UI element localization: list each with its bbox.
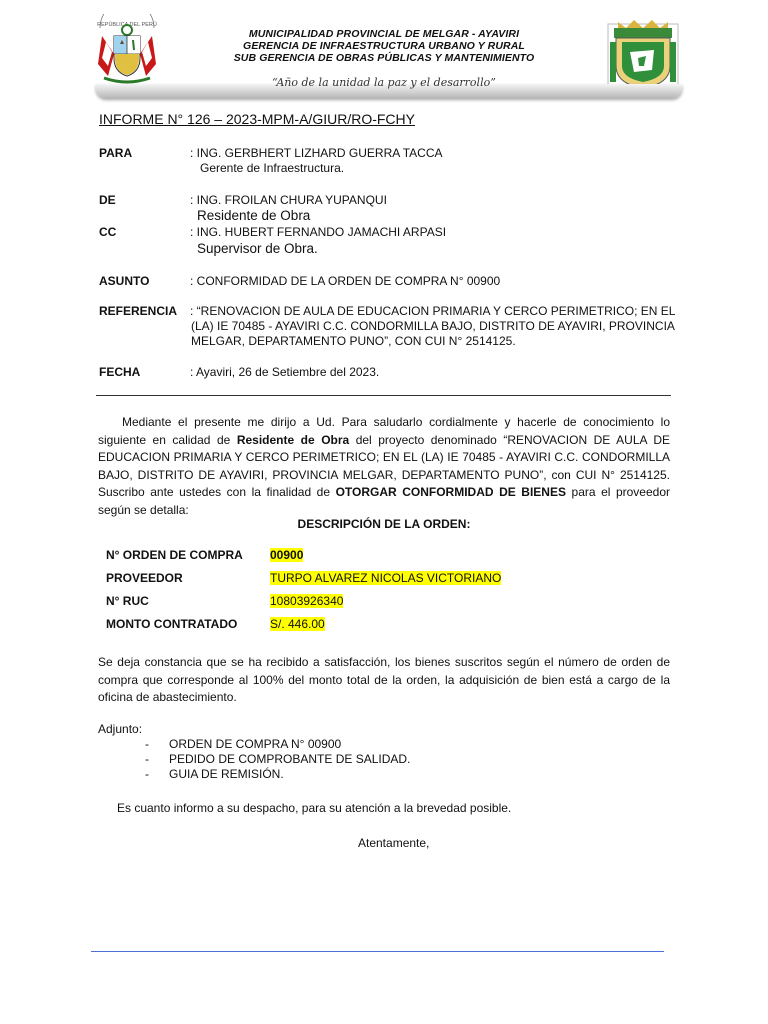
referencia-line-3: MELGAR, DEPARTAMENTO PUNO”, CON CUI N° 2514125. xyxy=(191,334,516,348)
intro-text-a: Mediante el presente me dirijo a Ud. Para saludarlo cordialmente y hacerle de conocimiento lo siguiente en calidad de xyxy=(98,415,670,447)
signoff-text: Atentamente, xyxy=(358,836,430,850)
intro-text-b: del proyecto denominado “RENOVACION DE AULA DE EDUCACION PRIMARIA Y CERCO PERIMETRICO; EN EL (LA) IE 70485 - AYAVIRI C.C. CONDORMILLA BAJO, DISTRITO DE AYAVIRI, PROVINCIA MELGAR, DEPARTAMENTO PUNO”, con CUI N° 2514125. Suscribo ante ustedes con la finalidad de xyxy=(98,432,671,499)
para-value: : ING. GERBHERT LIZHARD GUERRA TACCA xyxy=(190,146,443,160)
provider-value: TURPO ALVAREZ NICOLAS VICTORIANO xyxy=(270,571,502,585)
closing-text: Es cuanto informo a su despacho, para su atención a la brevedad posible. xyxy=(117,801,512,815)
intro-bold-role: Residente de Obra xyxy=(236,432,350,447)
order-number-label: N° ORDEN DE COMPRA xyxy=(106,548,243,562)
ruc-label: N° RUC xyxy=(106,594,149,608)
de-label: DE xyxy=(99,193,116,207)
para-label: PARA xyxy=(99,146,133,160)
asunto-label: ASUNTO xyxy=(99,274,150,288)
header-motto: “Año de la unidad la paz y el desarrollo” xyxy=(272,76,496,89)
intro-text-c: para el proveedor según se detalla: xyxy=(98,485,670,517)
referencia-label: REFERENCIA xyxy=(99,304,178,318)
asunto-value: : CONFORMIDAD DE LA ORDEN DE COMPRA N° 00900 xyxy=(190,274,501,288)
order-number-value: 00900 xyxy=(270,548,304,562)
seal-caption: REPÚBLICA DEL PERÚ xyxy=(97,22,157,28)
attachments-label: Adjunto: xyxy=(98,722,143,736)
header-municipality: MUNICIPALIDAD PROVINCIAL DE MELGAR - AYAVIRI xyxy=(248,28,520,40)
amount-label: MONTO CONTRATADO xyxy=(106,617,238,631)
attachment-bullet: - xyxy=(145,767,149,781)
attachment-bullet: - xyxy=(145,752,149,766)
document-title: INFORME N° 126 – 2023-MPM-A/GIUR/RO-FCHY xyxy=(99,111,415,127)
attachment-item: ORDEN DE COMPRA N° 00900 xyxy=(169,737,342,751)
provider-label: PROVEEDOR xyxy=(106,571,183,585)
header-gerencia: GERENCIA DE INFRAESTRUCTURA URBANO Y RURAL xyxy=(243,40,525,52)
footer-line xyxy=(91,951,664,952)
fecha-value: : Ayaviri, 26 de Setiembre del 2023. xyxy=(190,365,380,379)
header-subgerencia: SUB GERENCIA DE OBRAS PÚBLICAS Y MANTENIMIENTO xyxy=(233,52,535,64)
ruc-value: 10803926340 xyxy=(270,594,344,608)
attachment-bullet: - xyxy=(145,737,149,751)
intro-paragraph xyxy=(98,414,670,519)
cc-value: : ING. HUBERT FERNANDO JAMACHI ARPASI xyxy=(190,225,447,239)
de-value: : ING. FROILAN CHURA YUPANQUI xyxy=(190,193,387,207)
cc-role: Supervisor de Obra. xyxy=(197,241,318,256)
cc-label: CC xyxy=(99,225,117,239)
header-separator-line xyxy=(96,395,671,396)
de-role: Residente de Obra xyxy=(197,208,311,223)
fecha-label: FECHA xyxy=(99,365,141,379)
confirmation-paragraph: Se deja constancia que se ha recibido a satisfacción, los bienes suscritos según el número de orden de compra que corresponde al 100% del monto total de la orden, la adquisición de bien está a cargo de la oficina de abastecimiento. xyxy=(98,655,670,704)
intro-bold-purpose: OTORGAR CONFORMIDAD DE BIENES xyxy=(335,485,566,499)
para-role: Gerente de Infraestructura. xyxy=(200,161,345,175)
amount-value: S/. 446.00 xyxy=(270,617,325,631)
order-description-title: DESCRIPCIÓN DE LA ORDEN: xyxy=(297,517,471,531)
referencia-line-1: : “RENOVACION DE AULA DE EDUCACION PRIMARIA Y CERCO PERIMETRICO; EN EL xyxy=(190,304,676,318)
attachment-item: GUIA DE REMISIÓN. xyxy=(169,767,284,781)
attachment-item: PEDIDO DE COMPROBANTE DE SALIDAD. xyxy=(169,752,411,766)
referencia-line-2: (LA) IE 70485 - AYAVIRI C.C. CONDORMILLA BAJO, DISTRITO DE AYAVIRI, PROVINCIA xyxy=(191,319,675,333)
